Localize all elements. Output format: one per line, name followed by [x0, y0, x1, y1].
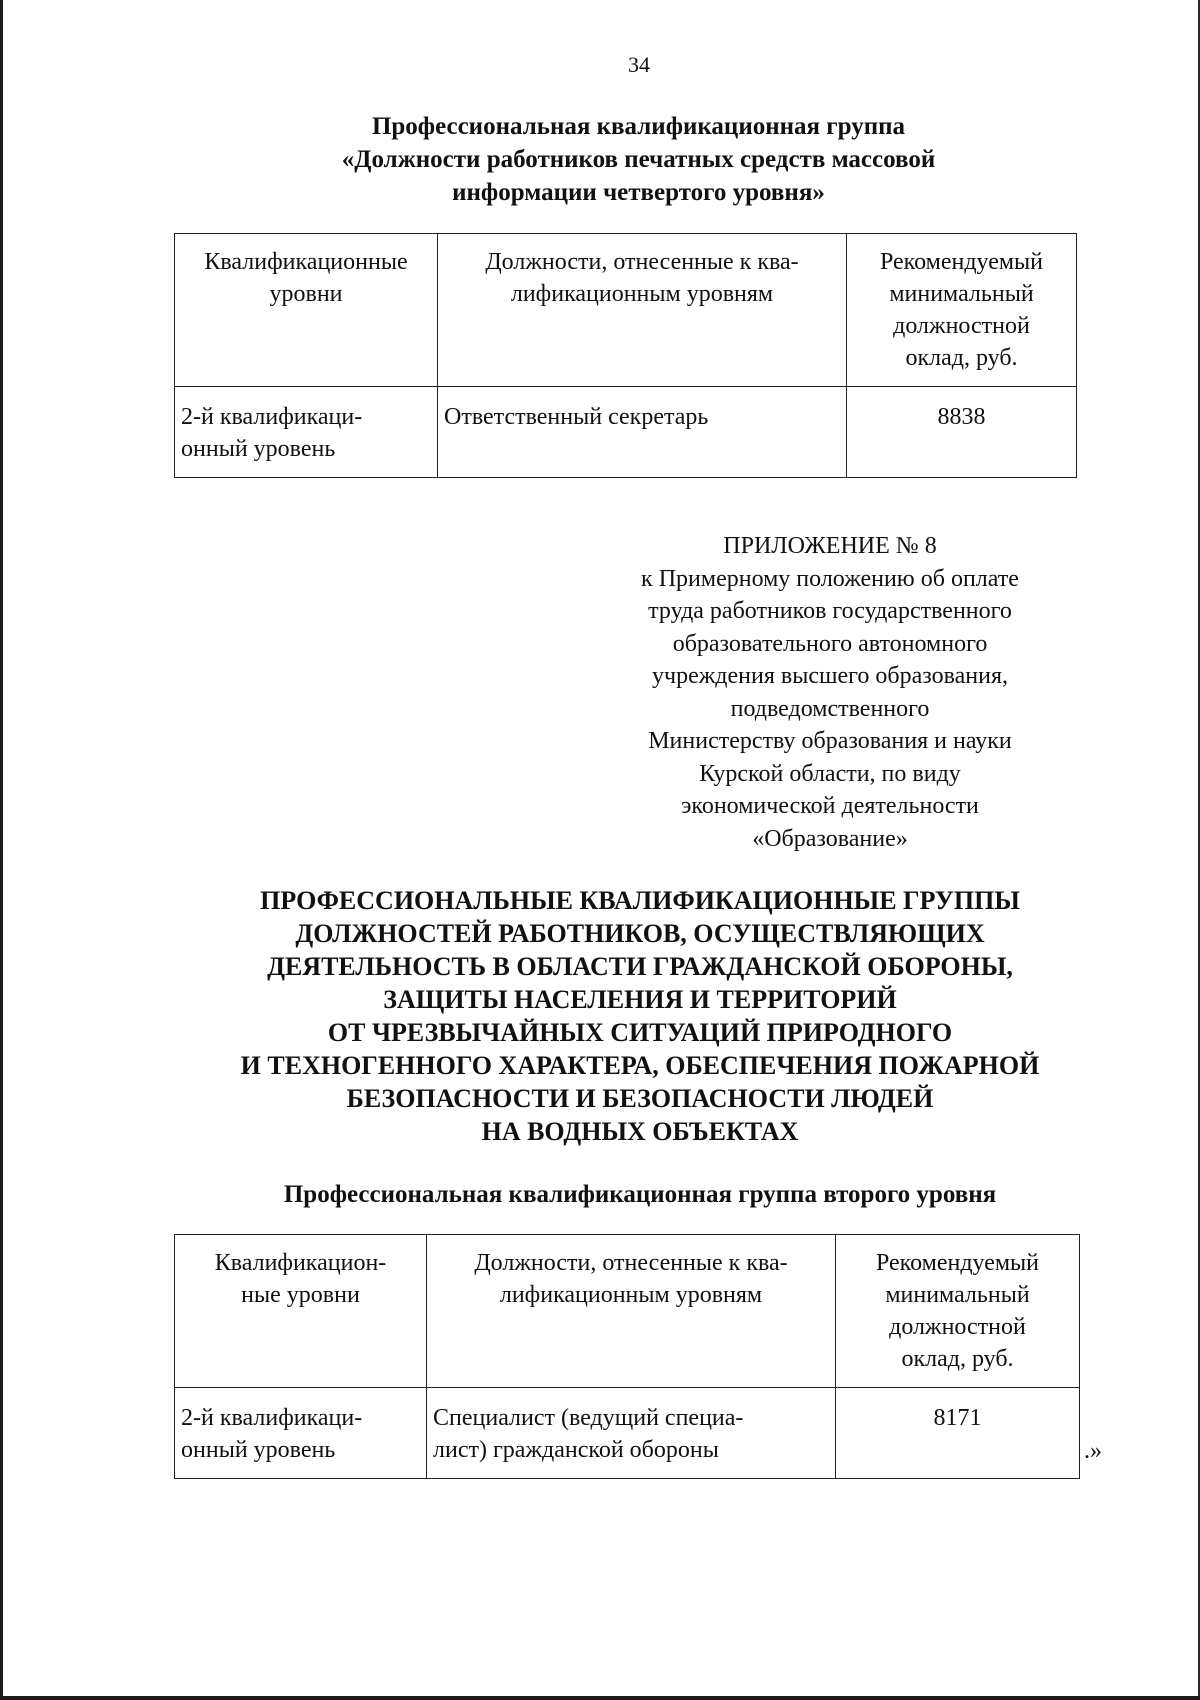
section2-title-line: ПРОФЕССИОНАЛЬНЫЕ КВАЛИФИКАЦИОННЫЕ ГРУППЫ — [260, 886, 1020, 915]
section2-title-line: ЗАЩИТЫ НАСЕЛЕНИЯ И ТЕРРИТОРИЙ — [383, 985, 897, 1014]
header-line: Рекомендуемый — [875, 1250, 1040, 1276]
section2-salary-table — [174, 1234, 1080, 1479]
table-header-row — [175, 1235, 1080, 1388]
cell-line: Специалист (ведущий специа- — [433, 1405, 744, 1431]
cell-line: лист) гражданской обороны — [433, 1437, 719, 1463]
appendix-line: образовательного автономного — [672, 630, 988, 657]
section1-title-line: «Должности работников печатных средств массовой — [341, 146, 936, 173]
section2-title-line: ОТ ЧРЕЗВЫЧАЙНЫХ СИТУАЦИЙ ПРИРОДНОГО — [327, 1018, 953, 1047]
header-line: Квалификационные — [204, 249, 408, 275]
header-qualification-levels — [175, 1235, 427, 1388]
section1-salary-table — [174, 233, 1077, 478]
cell-line: онный уровень — [181, 436, 336, 462]
table-header-row — [175, 234, 1077, 387]
cell-salary: 8171 — [836, 1388, 1080, 1479]
section1-title-line: информации четвертого уровня» — [452, 179, 825, 206]
cell-line: онный уровень — [181, 1437, 336, 1463]
appendix-line: труда работников государственного — [648, 598, 1012, 624]
section1-title-line: Профессиональная квалификационная группа — [371, 113, 906, 140]
section2-title-line: БЕЗОПАСНОСТИ И БЕЗОПАСНОСТИ ЛЮДЕЙ — [346, 1084, 934, 1113]
header-line: Рекомендуемый — [879, 249, 1044, 275]
cell-line: 2-й квалификаци- — [181, 1405, 363, 1431]
header-salary — [847, 234, 1077, 387]
cell-level — [175, 1388, 427, 1479]
cell-line: Ответственный секретарь — [444, 404, 709, 430]
appendix-line: экономической деятельности — [681, 793, 979, 819]
scan-edge-bottom — [0, 1696, 1200, 1700]
closing-quote: .» — [1084, 1438, 1102, 1464]
header-line: ные уровни — [241, 1282, 360, 1308]
section2-title — [120, 884, 1160, 1148]
appendix-line: подведомственного — [730, 695, 930, 722]
header-line: оклад, руб. — [901, 1346, 1014, 1372]
cell-position — [438, 387, 847, 478]
header-line: должностной — [889, 1314, 1026, 1340]
header-line: уровни — [269, 281, 343, 307]
header-line: оклад, руб. — [905, 345, 1018, 371]
header-positions — [427, 1235, 836, 1388]
section2-title-line: НА ВОДНЫХ ОБЪЕКТАХ — [481, 1117, 799, 1146]
section2-subtitle — [170, 1178, 1110, 1211]
header-line: Должности, отнесенные к ква- — [485, 249, 799, 275]
appendix-line: Курской области, по виду — [699, 760, 961, 787]
section1-title — [170, 110, 1107, 209]
header-line: минимальный — [885, 1282, 1030, 1308]
table-row — [175, 387, 1077, 478]
section2-title-line: И ТЕХНОГЕННОГО ХАРАКТЕРА, ОБЕСПЕЧЕНИЯ ПОЖАРНОЙ — [240, 1051, 1040, 1080]
table-row — [175, 1388, 1080, 1479]
header-qualification-levels — [175, 234, 438, 387]
section2-title-line: ДЕЯТЕЛЬНОСТЬ В ОБЛАСТИ ГРАЖДАНСКОЙ ОБОРОНЫ, — [267, 952, 1013, 981]
cell-position — [427, 1388, 836, 1479]
header-positions — [438, 234, 847, 387]
appendix-line: ПРИЛОЖЕНИЕ № 8 — [723, 533, 937, 559]
header-line: Должности, отнесенные к ква- — [474, 1250, 788, 1276]
section2-title-line: ДОЛЖНОСТЕЙ РАБОТНИКОВ, ОСУЩЕСТВЛЯЮЩИХ — [295, 919, 985, 948]
header-salary — [836, 1235, 1080, 1388]
cell-salary: 8838 — [847, 387, 1077, 478]
header-line: Квалификацион- — [214, 1250, 387, 1276]
section2-subtitle-text: Профессиональная квалификационная группа второго уровня — [283, 1181, 997, 1208]
header-line: лификационным уровням — [510, 281, 774, 307]
header-line: минимальный — [889, 281, 1034, 307]
header-line: должностной — [893, 313, 1030, 339]
appendix-line: Министерству образования и науки — [648, 728, 1012, 754]
cell-level — [175, 387, 438, 478]
appendix-line: «Образование» — [752, 825, 908, 852]
appendix-line: к Примерному положению об оплате — [641, 565, 1019, 592]
header-line: лификационным уровням — [499, 1282, 763, 1308]
cell-line: 2-й квалификаци- — [181, 404, 363, 430]
scan-edge-left — [0, 0, 3, 1700]
appendix-block — [590, 530, 1070, 855]
page-number: 34 — [628, 52, 650, 77]
appendix-line: учреждения высшего образования, — [652, 663, 1008, 689]
